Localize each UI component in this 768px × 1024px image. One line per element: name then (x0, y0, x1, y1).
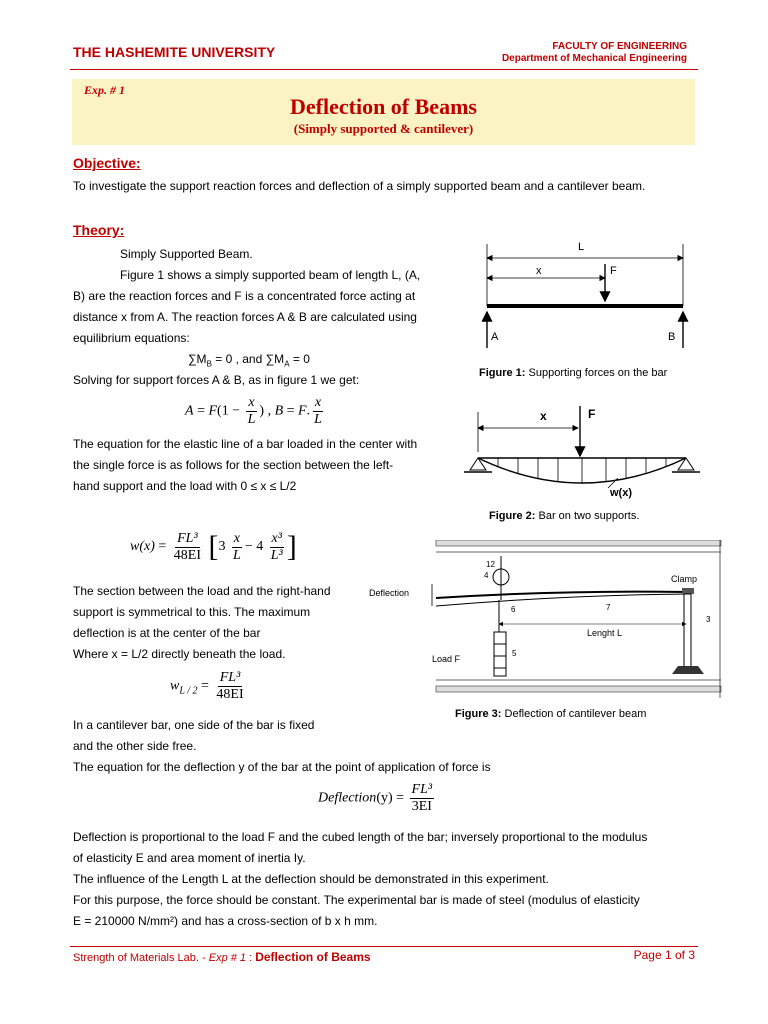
experiment-number: Exp. # 1 (84, 83, 126, 97)
para-line: deflection is at the center of the bar (73, 626, 261, 640)
para-line: B) are the reaction forces and F is a concentrated force acting at (73, 289, 416, 303)
fig2-label-w: w(x) (610, 487, 632, 499)
simply-supported-heading: Simply Supported Beam. (120, 247, 253, 261)
fig3-label-deflection: Deflection (369, 588, 410, 598)
fig3-label-load: Load F (432, 654, 461, 664)
fig1-label-B: B (668, 331, 676, 343)
figure-1-caption: Figure 1: Supporting forces on the bar (479, 367, 668, 379)
para-line: the single force is as follows for the section between the left- (73, 458, 394, 472)
objective-heading: Objective: (73, 155, 141, 171)
equation-reactions: A = F(1 − $\frac{x}{L}$ ) , B = F. $\frac{x}{L}$ (185, 395, 322, 427)
para-line: The equation for the elastic line of a bar loaded in the center with (73, 437, 418, 451)
fig3-label-6: 6 (511, 605, 516, 614)
para-line: Deflection is proportional to the load F and the cubed length of the bar; inversely proportional to the modulus (73, 830, 648, 844)
equation-moments: $\sum M_B = 0$ , and $\sum M_A = 0$ (188, 352, 310, 369)
equation-max-deflection: $w_{L / 2}$ = $\frac{\text{FL³}}{48EI}$ (170, 670, 244, 702)
para-line: In a cantilever bar, one side of the bar is fixed (73, 718, 315, 732)
fig1-label-F: F (610, 265, 617, 277)
para-line: and the other side free. (73, 739, 197, 753)
para-line: support is symmetrical to this. The maximum (73, 605, 311, 619)
theory-heading: Theory: (73, 222, 125, 238)
header-divider (70, 69, 698, 70)
faculty-block (502, 41, 687, 65)
fig3-label-4: 4 (484, 571, 489, 580)
para-line: The section between the load and the right-hand (73, 584, 331, 598)
para-line: E = 210000 N/mm²) and has a cross-section of b x h mm. (73, 914, 378, 928)
para-line: hand support and the load with 0 ≤ x ≤ L/2 (73, 479, 297, 493)
equation-elastic-line: w(x) = $\frac{\text{FL³}}{48EI}$ [3 $\frac{x}{L}$ − 4 $\frac{\text{x³}}{\text{L³}}$ ] (130, 530, 297, 563)
university-name: THE HASHEMITE UNIVERSITY (73, 44, 276, 60)
figure-1-diagram (470, 236, 700, 361)
para-line: distance x from A. The reaction forces A & B are calculated using (73, 310, 417, 324)
fig3-label-3: 3 (706, 615, 711, 624)
para-line: Where x = L/2 directly beneath the load. (73, 647, 286, 661)
para-line: The influence of the Length L at the deflection should be demonstrated in this experiment. (73, 872, 549, 886)
para-line: of elasticity E and area moment of inertia Iy. (73, 851, 306, 865)
fig3-label-7: 7 (606, 603, 611, 612)
para-line: The equation for the deflection y of the bar at the point of application of force is (73, 760, 491, 774)
para-line: For this purpose, the force should be constant. The experimental bar is made of steel (modulus of elasticity (73, 893, 640, 907)
fig1-label-L: L (578, 241, 585, 253)
fig1-label-x: x (536, 265, 542, 277)
fig2-label-F: F (588, 407, 596, 421)
page-title: Deflection of Beams (290, 94, 477, 119)
fig3-label-12: 12 (486, 560, 495, 569)
faculty-name: FACULTY OF ENGINEERING (552, 41, 687, 52)
page-subtitle: (Simply supported & cantilever) (293, 121, 474, 136)
figure-2-diagram (458, 400, 703, 500)
figure-3-caption: Figure 3: Deflection of cantilever beam (455, 708, 647, 720)
figure-2-caption: Figure 2: Bar on two supports. (489, 510, 640, 522)
fig3-label-5: 5 (512, 649, 517, 658)
equation-cantilever-deflection: Deflection(y) = $\frac{\text{FL³}}{3EI}$ (318, 782, 433, 814)
para-line: equilibrium equations: (73, 331, 190, 345)
fig2-label-x: x (540, 409, 547, 423)
figure-3-diagram (366, 540, 724, 702)
department-name: Department of Mechanical Engineering (501, 53, 687, 64)
objective-text: To investigate the support reaction forces and deflection of a simply supported beam and a cantilever beam. (73, 179, 646, 193)
para-line: Solving for support forces A & B, as in figure 1 we get: (73, 373, 360, 387)
footer-course: Strength of Materials Lab. - Exp # 1 : Deflection of Beams (73, 950, 371, 964)
footer-divider (70, 946, 698, 947)
fig3-label-length: Lenght L (587, 628, 623, 638)
fig1-label-A: A (491, 331, 499, 343)
para-line: Figure 1 shows a simply supported beam of length L, (A, (120, 268, 421, 282)
page-number: Page 1 of 3 (633, 948, 695, 962)
fig3-label-clamp: Clamp (671, 574, 698, 584)
